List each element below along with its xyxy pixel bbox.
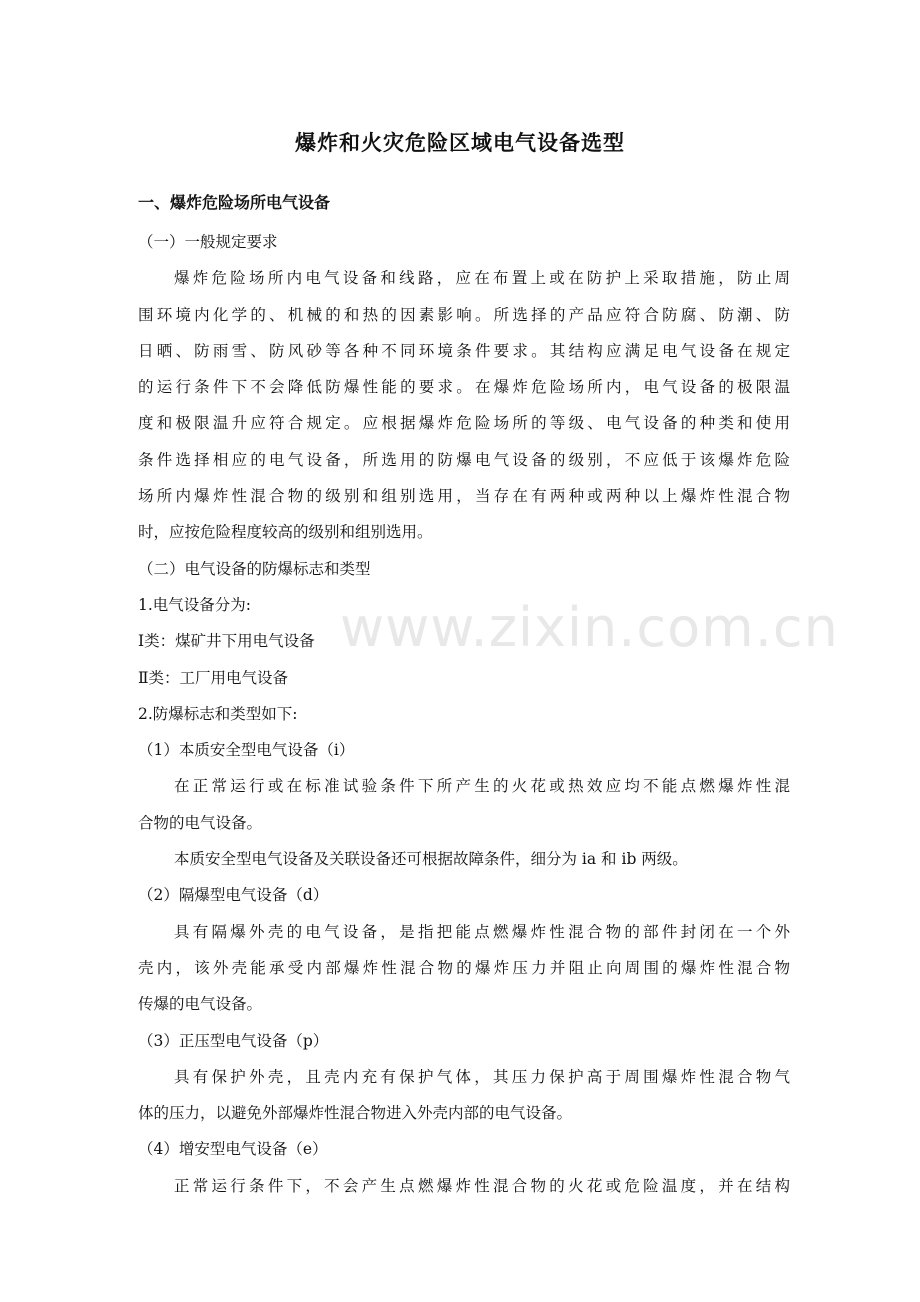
section-heading: 一、爆炸危险场所电气设备 <box>138 193 331 212</box>
paragraph-line: 壳内，该外壳能承受内部爆炸性混合物的爆炸压力并阻止向周围的爆炸性混合物 <box>138 958 790 977</box>
paragraph-line: 日晒、防雨雪、防风砂等各种不同环境条件要求。其结构应满足电气设备在规定 <box>138 341 790 360</box>
type-heading: （3）正压型电气设备（p） <box>138 1031 329 1050</box>
paragraph-line: 在正常运行或在标准试验条件下所产生的火花或热效应均不能点燃爆炸性混 <box>174 777 790 796</box>
paragraph-line: 具有保护外壳，且壳内充有保护气体，其压力保护高于周围爆炸性混合物气 <box>174 1067 790 1086</box>
list-item: 1.电气设备分为: <box>138 595 252 614</box>
subsection-heading: （一）一般规定要求 <box>138 233 278 251</box>
paragraph-line: 围环境内化学的、机械的和热的因素影响。所选择的产品应符合防腐、防潮、防 <box>138 305 790 324</box>
paragraph-line: 具有隔爆外壳的电气设备，是指把能点燃爆炸性混合物的部件封闭在一个外 <box>174 922 790 941</box>
paragraph-line: 本质安全型电气设备及关联设备还可根据故障条件，细分为 ia 和 ib 两级。 <box>174 850 688 869</box>
type-heading: （1）本质安全型电气设备（i） <box>138 741 355 760</box>
watermark: www.zixin.com.cn <box>340 596 839 659</box>
paragraph-line: 体的压力，以避免外部爆炸性混合物进入外壳内部的电气设备。 <box>138 1104 573 1123</box>
type-heading: （2）隔爆型电气设备（d） <box>138 886 329 905</box>
list-item: 2.防爆标志和类型如下: <box>138 704 298 723</box>
list-item: Ⅰ类：煤矿井下用电气设备 <box>138 632 315 651</box>
paragraph-line: 正常运行条件下，不会产生点燃爆炸性混合物的火花或危险温度，并在结构 <box>174 1176 790 1195</box>
list-item: Ⅱ类：工厂用电气设备 <box>138 668 289 687</box>
document-body <box>138 224 790 1204</box>
paragraph-line: 度和极限温升应符合规定。应根据爆炸危险场所的等级、电气设备的种类和使用 <box>138 414 790 433</box>
paragraph-line: 的运行条件下不会降低防爆性能的要求。在爆炸危险场所内，电气设备的极限温 <box>138 378 790 397</box>
type-heading: （4）增安型电气设备（e） <box>138 1140 328 1159</box>
paragraph-line: 条件选择相应的电气设备，所选用的防爆电气设备的级别，不应低于该爆炸危险 <box>138 450 790 469</box>
paragraph-line: 场所内爆炸性混合物的级别和组别选用，当存在有两种或两种以上爆炸性混合物 <box>138 487 790 506</box>
paragraph-line: 时，应按危险程度较高的级别和组别选用。 <box>138 523 433 542</box>
subsection-heading: （二）电气设备的防爆标志和类型 <box>138 559 371 578</box>
paragraph-line: 合物的电气设备。 <box>138 813 263 832</box>
paragraph-line: 爆炸危险场所内电气设备和线路，应在布置上或在防护上采取措施，防止周 <box>174 269 790 288</box>
paragraph-line: 传爆的电气设备。 <box>138 995 263 1014</box>
document-title: 爆炸和火灾危险区域电气设备选型 <box>295 131 625 155</box>
